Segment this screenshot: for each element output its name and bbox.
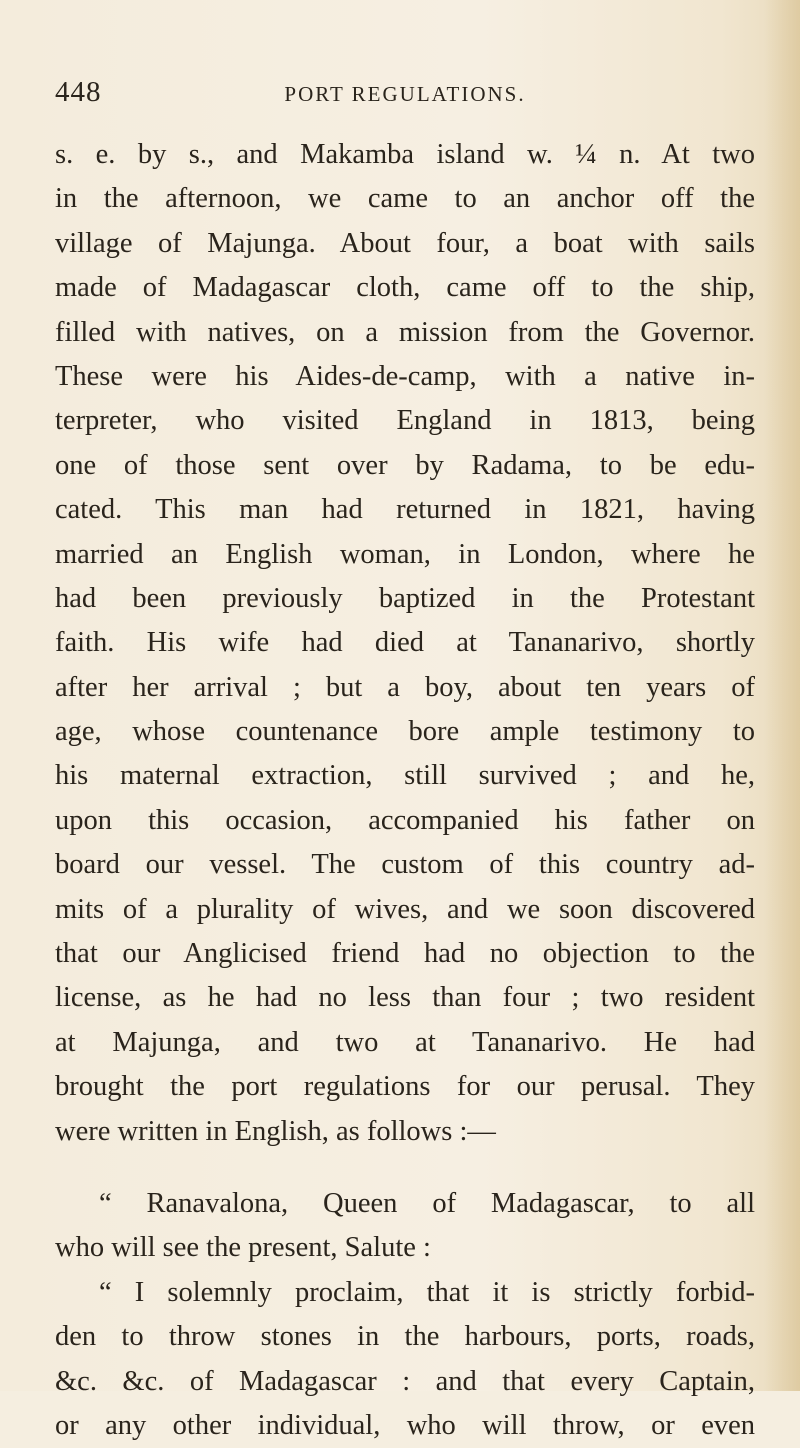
- text-line: board our vessel. The custom of this country ad-: [55, 849, 755, 881]
- text-line: in the afternoon, we came to an anchor off the: [55, 183, 755, 215]
- text-line: one of those sent over by Radama, to be edu-: [55, 449, 755, 481]
- running-title: PORT REGULATIONS.: [284, 82, 526, 106]
- text-line: or any other individual, who will throw, or even: [55, 1409, 755, 1441]
- text-line: his maternal extraction, still survived ; and he,: [55, 760, 755, 792]
- text-line: made of Madagascar cloth, came off to the ship,: [55, 272, 755, 304]
- text-line: that our Anglicised friend had no objection to the: [55, 938, 755, 970]
- text-line: after her arrival ; but a boy, about ten years of: [55, 671, 755, 703]
- page-number: 448: [55, 76, 102, 108]
- text-line: “ I solemnly proclaim, that it is strictly forbid-: [99, 1276, 755, 1308]
- text-line: brought the port regulations for our perusal. They: [55, 1071, 755, 1103]
- page-edge-shadow: [764, 0, 800, 1391]
- text-line: at Majunga, and two at Tananarivo. He had: [55, 1026, 755, 1058]
- text-line: license, as he had no less than four ; two resident: [55, 982, 755, 1014]
- text-line: s. e. by s., and Makamba island w. ¼ n. At two: [55, 139, 755, 170]
- text-line: married an English woman, in London, where he: [55, 538, 755, 570]
- body-text: [55, 133, 755, 1448]
- text-line: faith. His wife had died at Tananarivo, shortly: [55, 627, 755, 659]
- text-line: who will see the present, Salute :: [55, 1232, 431, 1264]
- text-line: village of Majunga. About four, a boat with sails: [55, 227, 755, 259]
- text-line: “ Ranavalona, Queen of Madagascar, to all: [99, 1187, 755, 1219]
- text-line: cated. This man had returned in 1821, having: [55, 494, 755, 526]
- text-line: were written in English, as follows :—: [55, 1115, 496, 1147]
- text-line: age, whose countenance bore ample testimony to: [55, 716, 755, 748]
- text-line: upon this occasion, accompanied his father on: [55, 804, 755, 836]
- text-line: filled with natives, on a mission from the Governor.: [55, 316, 755, 348]
- text-line: had been previously baptized in the Protestant: [55, 582, 755, 614]
- text-line: terpreter, who visited England in 1813, being: [55, 405, 755, 437]
- page-header: [55, 76, 755, 116]
- paragraph-gap: [55, 1154, 755, 1182]
- text-line: &c. &c. of Madagascar : and that every Captain,: [55, 1365, 755, 1397]
- text-line: These were his Aides-de-camp, with a native in-: [55, 360, 755, 392]
- text-line: mits of a plurality of wives, and we soon discovered: [55, 893, 755, 925]
- text-line: den to throw stones in the harbours, ports, roads,: [55, 1321, 755, 1353]
